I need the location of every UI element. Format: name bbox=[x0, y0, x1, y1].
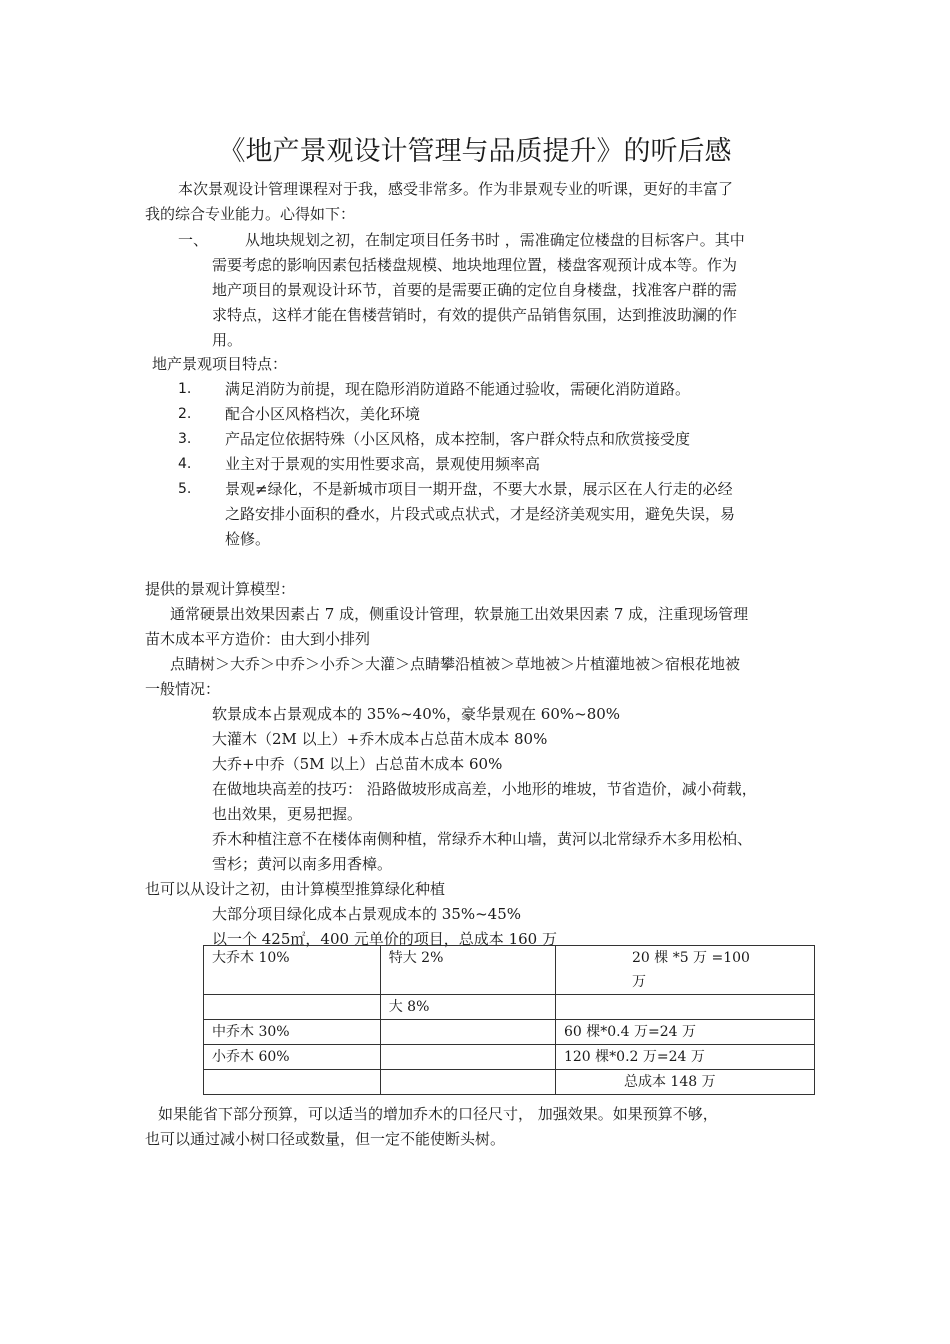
list-number: 4. bbox=[178, 456, 192, 472]
table-cell: 特大 2% bbox=[380, 946, 555, 995]
list-item: 业主对于景观的实用性要求高，景观使用频率高 bbox=[225, 455, 541, 473]
general-line: 软景成本占景观成本的 35%~40%，豪华景观在 60%~80% bbox=[212, 705, 621, 723]
model-line: 苗木成本平方造价：由大到小排列 bbox=[145, 630, 371, 648]
list-number: 1. bbox=[178, 381, 192, 397]
table-cell: 60 棵*0.4 万=24 万 bbox=[555, 1020, 814, 1045]
general-line: 大灌木（2M 以上）+乔木成本占总苗木成本 80% bbox=[212, 730, 548, 748]
list-number: 3. bbox=[178, 431, 192, 447]
features-heading: 地产景观项目特点： bbox=[152, 355, 288, 373]
calc-line: 大部分项目绿化成本占景观成本的 35%~45% bbox=[212, 905, 522, 923]
model-heading: 提供的景观计算模型： bbox=[145, 580, 296, 598]
intro-line-1: 本次景观设计管理课程对于我，感受非常多。作为非景观专业的听课，更好的丰富了 bbox=[178, 180, 734, 198]
table-row bbox=[204, 1070, 815, 1095]
table-cell-line: 万 bbox=[631, 974, 646, 990]
model-line: 也可以从设计之初，由计算模型推算绿化种植 bbox=[145, 880, 446, 898]
general-line: 雪杉；黄河以南多用香樟。 bbox=[212, 855, 393, 873]
table-row bbox=[204, 995, 815, 1020]
list-number: 5. bbox=[178, 481, 192, 497]
model-line: 一般情况： bbox=[145, 680, 221, 698]
section1-marker: 一、 bbox=[178, 231, 209, 249]
table-cell: 小乔木 60% bbox=[204, 1045, 381, 1070]
table-row bbox=[204, 946, 815, 995]
general-line: 大乔+中乔（5M 以上）占总苗木成本 60% bbox=[212, 755, 503, 773]
table-cell bbox=[204, 1070, 381, 1095]
cost-table bbox=[203, 945, 815, 1095]
model-line: 点睛树＞大乔＞中乔＞小乔＞大灌＞点睛攀沿植被＞草地被＞片植灌地被＞宿根花地被 bbox=[170, 655, 741, 673]
section1-line: 地产项目的景观设计环节，首要的是需要正确的定位自身楼盘，找准客户群的需 bbox=[212, 281, 738, 299]
document-title: 《地产景观设计管理与品质提升》的听后感 bbox=[218, 136, 732, 167]
table-cell bbox=[555, 995, 814, 1020]
table-cell-line: 20 棵 *5 万 =100 bbox=[631, 950, 750, 966]
model-line: 通常硬景出效果因素占 7 成，侧重设计管理，软景施工出效果因素 7 成，注重现场管理 bbox=[170, 605, 749, 623]
conclusion-line: 也可以通过减小树口径或数量，但一定不能使断头树。 bbox=[145, 1130, 506, 1148]
table-cell: 中乔木 30% bbox=[204, 1020, 381, 1045]
section1-line: 求特点，这样才能在售楼营销时，有效的提供产品销售氛围，达到推波助澜的作 bbox=[212, 306, 738, 324]
conclusion-line: 如果能省下部分预算，可以适当的增加乔木的口径尺寸， 加强效果。如果预算不够， bbox=[158, 1105, 718, 1123]
general-line: 乔木种植注意不在楼体南侧种植，常绿乔木种山墙，黄河以北常绿乔木多用松柏、 bbox=[212, 830, 753, 848]
intro-line-2: 我的综合专业能力。心得如下： bbox=[145, 205, 356, 223]
list-item: 产品定位依据特殊（小区风格，成本控制，客户群众特点和欣赏接受度 bbox=[225, 430, 691, 448]
general-line: 也出效果，更易把握。 bbox=[212, 805, 363, 823]
table-cell: 总成本 148 万 bbox=[555, 1070, 814, 1095]
list-item: 景观≠绿化，不是新城市项目一期开盘，不要大水景，展示区在人行走的必经 bbox=[225, 480, 733, 498]
table-row bbox=[204, 1045, 815, 1070]
list-item: 满足消防为前提，现在隐形消防道路不能通过验收，需硬化消防道路。 bbox=[225, 380, 691, 398]
section1-line: 从地块规划之初，在制定项目任务书时 ，需准确定位楼盘的目标客户。其中 bbox=[245, 231, 745, 249]
table-cell bbox=[204, 995, 381, 1020]
table-cell: 大乔木 10% bbox=[204, 946, 381, 995]
table-cell bbox=[380, 1020, 555, 1045]
table-cell: 120 棵*0.2 万=24 万 bbox=[555, 1045, 814, 1070]
table-row bbox=[204, 1020, 815, 1045]
list-item-continued: 检修。 bbox=[225, 530, 271, 548]
table-cell bbox=[555, 946, 814, 995]
calc-line: 以一个 425㎡，400 元单价的项目，总成本 160 万 bbox=[212, 930, 557, 948]
section1-line: 需要考虑的影响因素包括楼盘规模、地块地理位置，楼盘客观预计成本等。作为 bbox=[212, 256, 738, 274]
list-item: 配合小区风格档次，美化环境 bbox=[225, 405, 421, 423]
table-cell bbox=[380, 1045, 555, 1070]
table-cell bbox=[380, 1070, 555, 1095]
section1-line: 用。 bbox=[212, 331, 243, 349]
list-item-continued: 之路安排小面积的叠水，片段式或点状式，才是经济美观实用，避免失误，易 bbox=[225, 505, 736, 523]
general-line: 在做地块高差的技巧： 沿路做坡形成高差，小地形的堆坡，节省造价，减小荷载， bbox=[212, 780, 757, 798]
list-number: 2. bbox=[178, 406, 192, 422]
table-cell: 大 8% bbox=[380, 995, 555, 1020]
